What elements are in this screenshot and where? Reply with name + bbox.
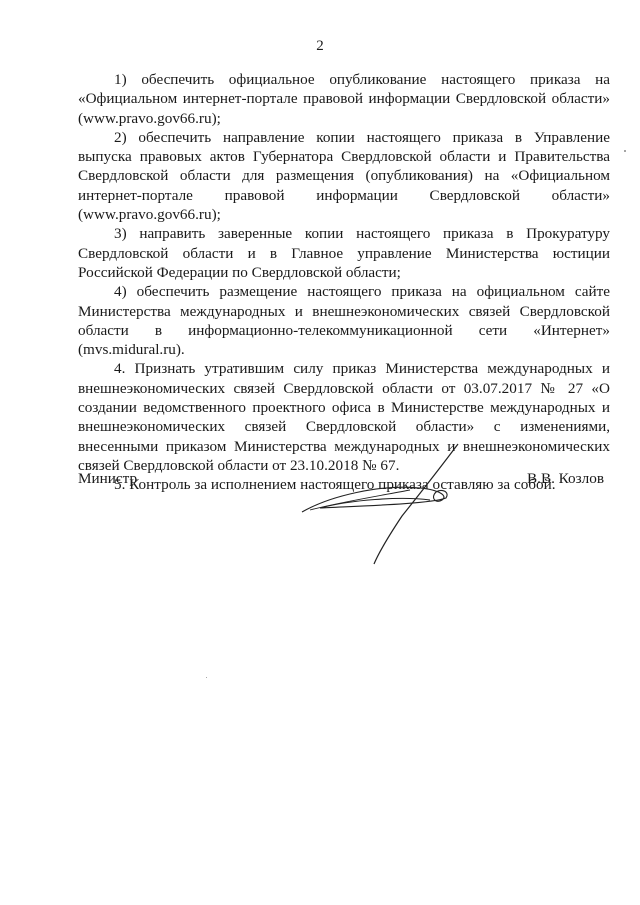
signatory-title: Министр [78, 470, 138, 487]
paragraph-control: 5. Контроль за исполнением настоящего приказа оставляю за собой. [114, 476, 556, 494]
signatory-name: В.В. Козлов [527, 470, 604, 487]
paragraph-prosecutor: 3) направить заверенные копии настоящего приказа в Прокуратуру Свердловской области и в Главное управление Министерства юстиции Российской Федерации по Свердловской области; [78, 225, 610, 281]
paragraph-publication: 1) обеспечить официальное опубликование настоящего приказа на «Официальном интернет-портале правовой информации Свердловской области» (www.pravo.gov66.ru); [78, 71, 610, 127]
document-body [78, 70, 610, 495]
paragraph-repeal: 4. Признать утратившим силу приказ Министерства международных и внешнеэкономических связей Свердловской области от 03.07.2017 № 27 «О создании ведомственного проектного офиса в Министерстве международных и внешнеэкономических связей Свердловской области» с изменениями, внесенными приказом Министерства международных и внешнеэкономических связей Свердловской области от 23.10.2018 № 67. [78, 360, 610, 474]
paragraph-copy-direction: 2) обеспечить направление копии настоящего приказа в Управление выпуска правовых актов Губернатора Свердловской области и Правительства Свердловской области для размещения (опубликования) на «Официальном интернет-портале правовой информации Свердловской области» (www.pravo.gov66.ru); [78, 128, 610, 224]
scan-speck [624, 150, 626, 152]
paragraph-website: 4) обеспечить размещение настоящего приказа на официальном сайте Министерства международных и внешнеэкономических связей Свердловской области в информационно-телекоммуникационной сети «Интернет» (mvs.midural.ru). [78, 283, 610, 359]
handwritten-signature [290, 438, 480, 568]
scan-speck [206, 677, 207, 678]
page-number: 2 [316, 38, 324, 54]
